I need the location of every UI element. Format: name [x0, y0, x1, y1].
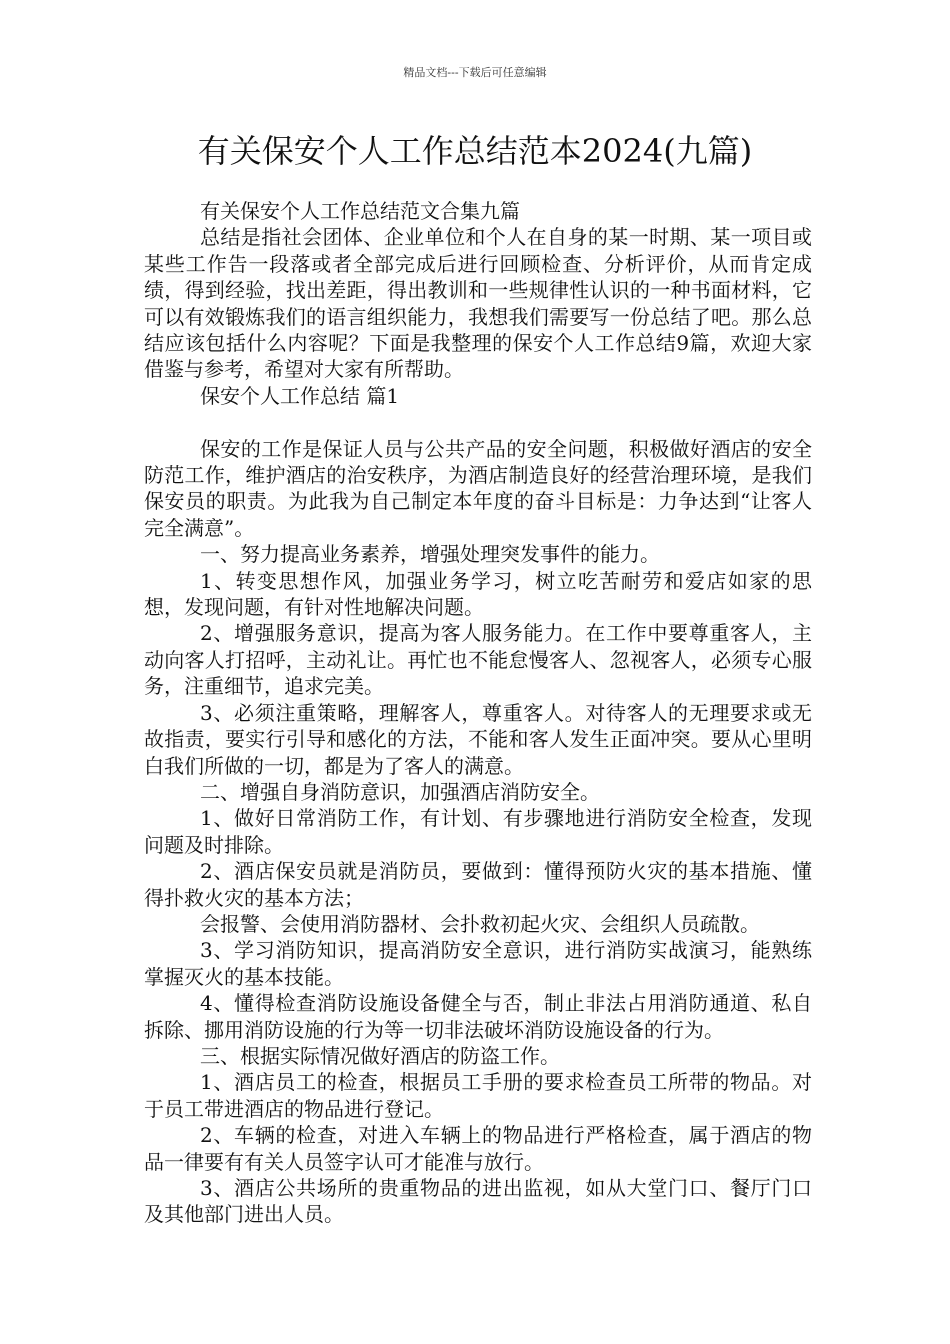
- blank-line: [144, 409, 812, 435]
- body-paragraph: 3、必须注重策略，理解客人，尊重客人。对待客人的无理要求或无故指责，要实行引导和感化的方法，不能和客人发生正面冲突。要从心里明白我们所做的一切，都是为了客人的满意。: [144, 700, 812, 778]
- heading-paragraph: 一、努力提高业务素养，增强处理突发事件的能力。: [200, 542, 660, 567]
- document-title: 有关保安个人工作总结范本2024(九篇): [197, 132, 753, 170]
- subtitle-paragraph: 有关保安个人工作总结范文合集九篇: [200, 199, 520, 223]
- body-paragraph: 3、学习消防知识，提高消防安全意识，进行消防实战演习，能熟练掌握灭火的基本技能。: [144, 938, 812, 989]
- section-heading: 保安个人工作总结 篇1: [200, 383, 400, 408]
- body-paragraph: 3、酒店公共场所的贵重物品的进出监视，如从大堂门口、餐厅门口及其他部门进出人员。: [144, 1176, 812, 1227]
- body-paragraph: 保安的工作是保证人员与公共产品的安全问题，积极做好酒店的安全防范工作，维护酒店的治安秩序，为酒店制造良好的经营治理环境，是我们保安员的职责。为此我为自己制定本年度的奋斗目标是：力争达到“让客人完全满意”。: [144, 436, 812, 540]
- heading-paragraph: 二、增强自身消防意识，加强酒店消防安全。: [200, 779, 600, 804]
- body-paragraph: 会报警、会使用消防器材、会扑救初起火灾、会组织人员疏散。: [200, 911, 760, 936]
- body-paragraph: 2、车辆的检查，对进入车辆上的物品进行严格检查，属于酒店的物品一律要有有关人员签字认可才能准与放行。: [144, 1123, 812, 1174]
- body-paragraph: 2、增强服务意识，提高为客人服务能力。在工作中要尊重客人，主动向客人打招呼，主动礼让。再忙也不能怠慢客人、忽视客人，必须专心服务，注重细节，追求完美。: [144, 621, 812, 699]
- page-header-note: 精品文档---下载后可任意编辑: [403, 66, 547, 79]
- document-body: [144, 198, 812, 1228]
- body-paragraph: 1、做好日常消防工作，有计划、有步骤地进行消防安全检查，发现问题及时排除。: [144, 806, 812, 857]
- body-paragraph: 1、转变思想作风，加强业务学习，树立吃苦耐劳和爱店如家的思想，发现问题，有针对性地解决问题。: [144, 568, 812, 620]
- heading-paragraph: 三、根据实际情况做好酒店的防盗工作。: [200, 1043, 560, 1068]
- body-paragraph: 4、懂得检查消防设施设备健全与否，制止非法占用消防通道、私自拆除、挪用消防设施的行为等一切非法破坏消防设施设备的行为。: [144, 991, 812, 1042]
- body-paragraph: 2、酒店保安员就是消防员，要做到：懂得预防火灾的基本措施、懂得扑救火灾的基本方法；: [144, 859, 812, 910]
- intro-paragraph: 总结是指社会团体、企业单位和个人在自身的某一时期、某一项目或某些工作告一段落或者全部完成后进行回顾检查、分析评价，从而肯定成绩，得到经验，找出差距，得出教训和一些规律性认识的一种书面材料，它可以有效锻炼我们的语言组织能力，我想我们需要写一份总结了吧。那么总结应该包括什么内容呢？下面是我整理的保安个人工作总结9篇，欢迎大家借鉴与参考，希望对大家有所帮助。: [144, 225, 812, 382]
- body-paragraph: 1、酒店员工的检查，根据员工手册的要求检查员工所带的物品。对于员工带进酒店的物品进行登记。: [144, 1070, 812, 1121]
